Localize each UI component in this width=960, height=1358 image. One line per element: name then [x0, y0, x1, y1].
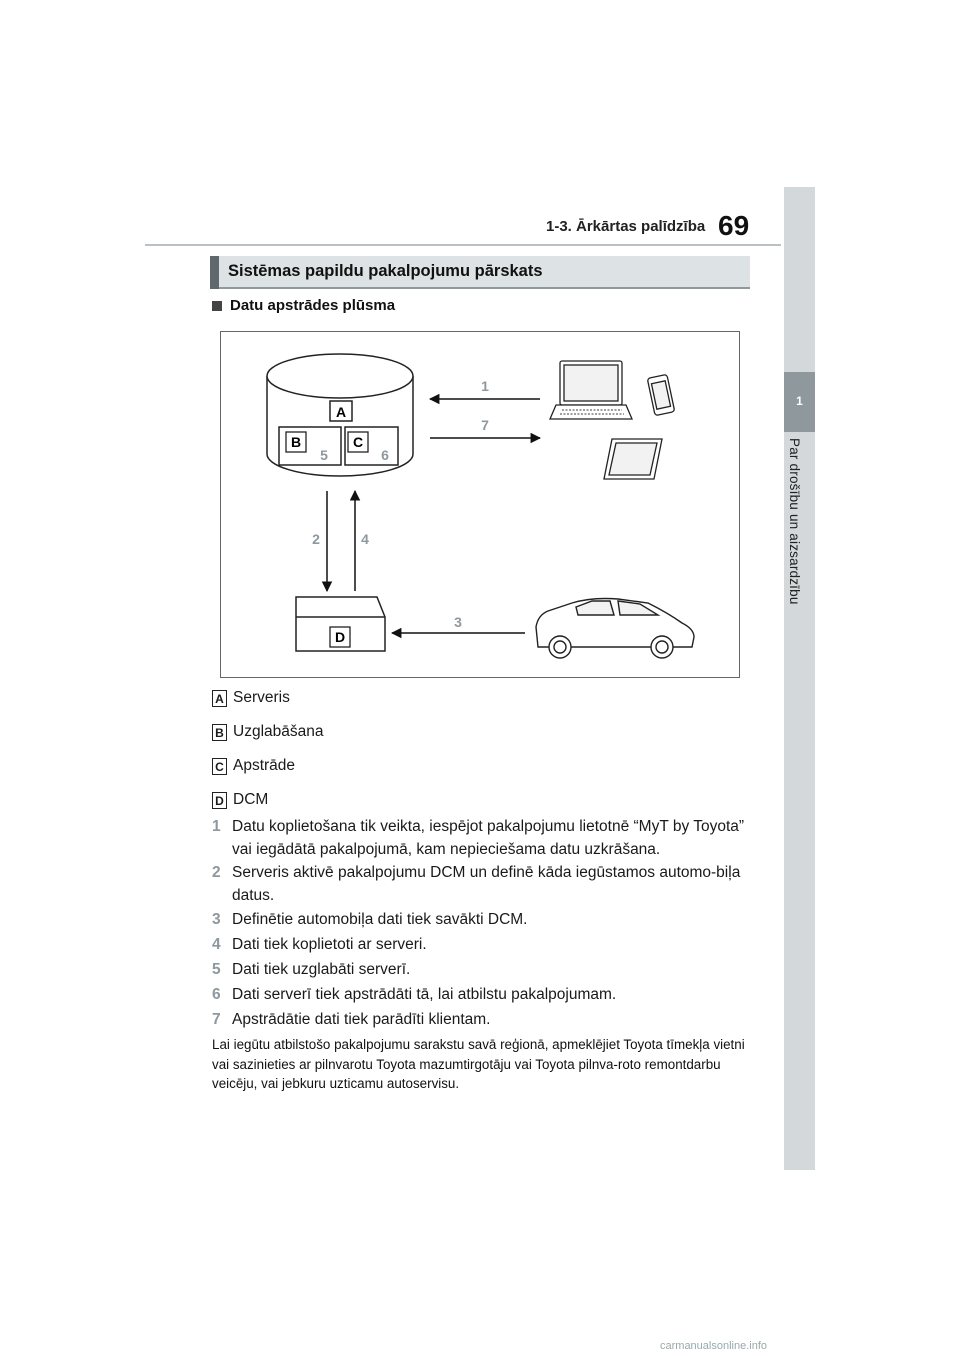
header-divider	[145, 244, 781, 246]
data-flow-diagram	[220, 331, 740, 678]
legend-key-d: D	[212, 792, 227, 809]
legend-key-c: C	[212, 758, 227, 775]
step-text: Dati tiek koplietoti ar serveri.	[232, 936, 427, 953]
step-number: 1	[212, 818, 221, 835]
step-text: Definētie automobiļa dati tiek savākti DCM.	[232, 911, 528, 928]
step-number: 2	[212, 864, 221, 881]
step-text: Apstrādātie dati tiek parādīti klientam.	[232, 1011, 491, 1028]
arrow-label-7: 7	[481, 417, 489, 433]
arrow-label-1: 1	[481, 378, 489, 394]
section-heading-bar	[210, 256, 219, 289]
label-a: A	[335, 404, 347, 420]
arrow-label-3: 3	[454, 614, 462, 630]
page-number: 69	[718, 210, 750, 241]
watermark: carmanualsonline.info	[660, 1340, 768, 1352]
label-d: D	[334, 629, 346, 645]
step-number: 6	[212, 986, 221, 1003]
legend-text-a: Serveris	[233, 689, 290, 706]
step-text: Dati tiek uzglabāti serverī.	[232, 961, 411, 978]
square-bullet-icon	[212, 301, 222, 311]
chapter-strip	[784, 187, 815, 1170]
legend-key-b: B	[212, 724, 227, 741]
step-number: 7	[212, 1011, 221, 1028]
step-text: Dati serverī tiek apstrādāti tā, lai atbilstu pakalpojumam.	[232, 986, 617, 1003]
section-title: 1-3. Ārkārtas palīdzība	[546, 218, 706, 235]
legend-key-a: A	[212, 690, 227, 707]
chapter-number: 1	[796, 394, 803, 408]
arrow-label-2: 2	[312, 531, 320, 547]
step-text: Datu koplietošana tik veikta, iespējot pakalpojumu lietotnē “MyT by Toyota” vai iegādātā pakalpojumā, kam nepieciešama datu uzkrāšana.	[232, 818, 745, 858]
arrow-label-4: 4	[361, 531, 369, 547]
arrow-label-5: 5	[320, 447, 328, 463]
legend-text-d: DCM	[233, 791, 269, 808]
legend-text-b: Uzglabāšana	[233, 723, 324, 740]
step-number: 4	[212, 936, 221, 953]
arrow-label-6: 6	[381, 447, 389, 463]
step-number: 5	[212, 961, 221, 978]
laptop-icon	[550, 361, 632, 419]
footnote-paragraph: Lai iegūtu atbilstošo pakalpojumu sarakstu savā reģionā, apmeklējiet Toyota tīmekļa vietni vai sazinieties ar pilnvarotu Toyota mazumtirgotāju vai Toyota pilnva-roto remontdarbu veicēju, vai jebkuru uzticamu autoservisu.	[212, 1037, 745, 1092]
chapter-title: Par drošību un aizsardzību	[787, 438, 802, 605]
step-text: Serveris aktivē pakalpojumu DCM un definē kāda iegūstamos automo-biļa datus.	[232, 864, 741, 904]
label-c: C	[352, 434, 364, 450]
step-number: 3	[212, 911, 221, 928]
tablet-icon	[604, 439, 662, 479]
legend-text-c: Apstrāde	[233, 757, 296, 774]
section-heading: Sistēmas papildu pakalpojumu pārskats	[228, 262, 543, 280]
subheading: Datu apstrādes plūsma	[230, 297, 396, 314]
label-b: B	[290, 434, 302, 450]
